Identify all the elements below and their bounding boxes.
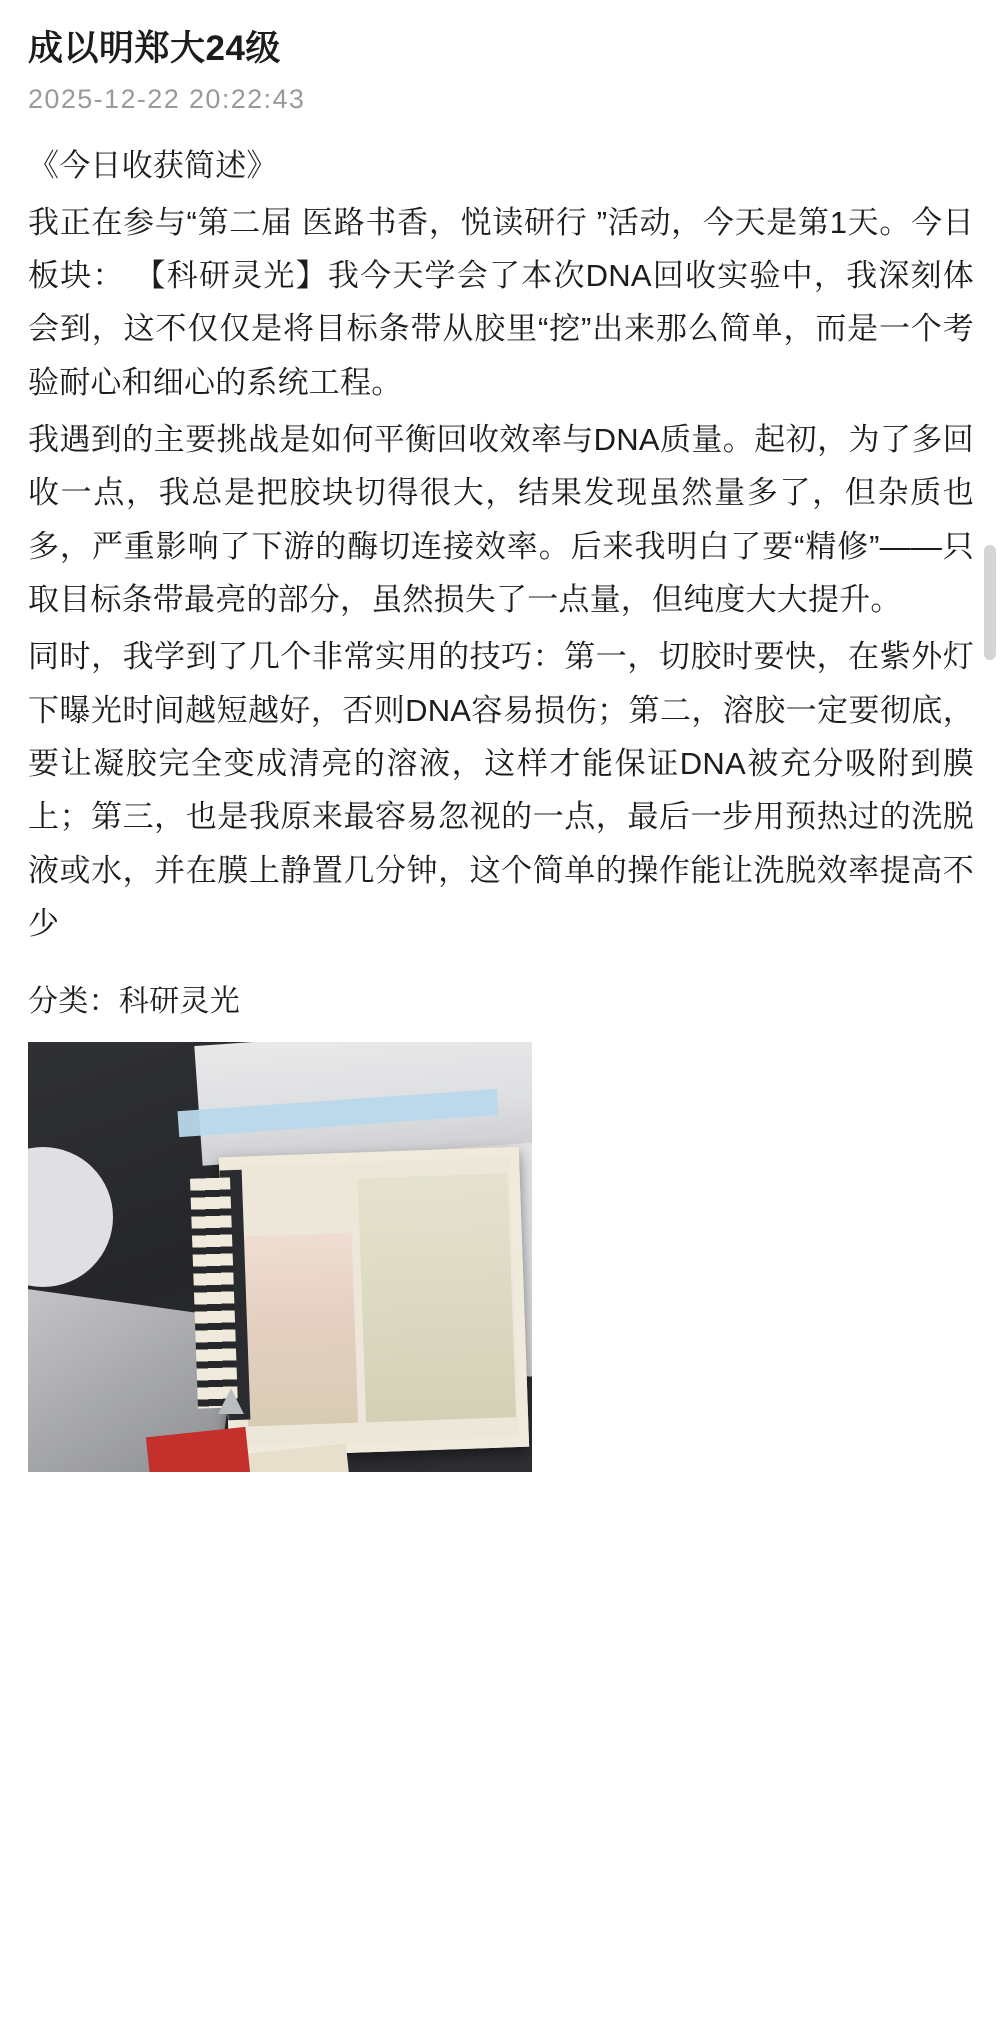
post-paragraph-3: 同时，我学到了几个非常实用的技巧：第一，切胶时要快，在紫外灯下曝光时间越短越好，否则DNA容易损伤；第二，溶胶一定要彻底，要让凝胶完全变成清亮的溶液，这样才能保证DNA被充分吸附到膜上；第三，也是我原来最容易忽视的一点，最后一步用预热过的洗脱液或水，并在膜上静置几分钟，这个简单的操作能让洗脱效率提高不少 <box>28 639 974 941</box>
image-gel-comb <box>190 1178 238 1409</box>
image-gel-right <box>358 1173 516 1422</box>
post-title: 《今日收获简述》 <box>28 147 278 183</box>
image-gel-casting-tray <box>219 1147 529 1457</box>
post-image[interactable] <box>28 1042 532 1472</box>
post-category <box>28 976 974 1020</box>
post-paragraph-2: 我遇到的主要挑战是如何平衡回收效率与DNA质量。起初，为了多回收一点，我总是把胶块切得很大，结果发现虽然量多了，但杂质也多，严重影响了下游的酶切连接效率。后来我明白了要“精修”——只取目标条带最亮的部分，虽然损失了一点量，但纯度大大提升。 <box>28 422 974 617</box>
post-paragraph-1: 我正在参与“第二届 医路书香，悦读研行 ”活动，今天是第1天。今日板块： 【科研灵光】我今天学会了本次DNA回收实验中，我深刻体会到，这不仅仅是将目标条带从胶里“挖”出来那么简单，而是一个考验耐心和细心的系统工程。 <box>28 204 974 400</box>
post-author[interactable]: 成以明郑大24级 <box>28 29 281 68</box>
vertical-scrollbar[interactable] <box>984 545 996 660</box>
post-category-label: 分类： <box>28 985 119 1019</box>
post-timestamp: 2025-12-22 20:22:43 <box>28 83 306 114</box>
post-category-value[interactable]: 科研灵光 <box>118 985 241 1019</box>
image-gel-left <box>242 1233 359 1427</box>
